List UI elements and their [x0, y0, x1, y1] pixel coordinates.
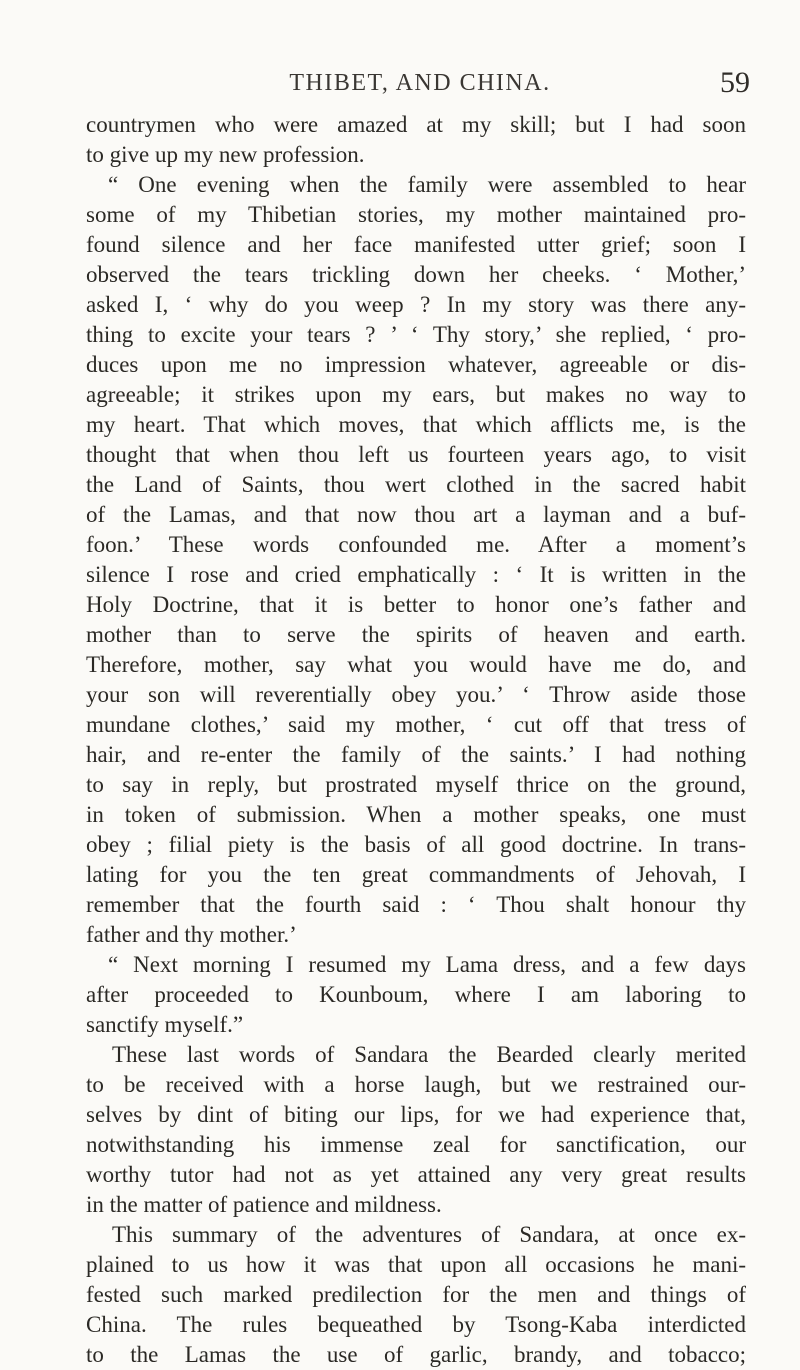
text-line: worthy tutor had not as yet attained any very great results — [86, 1162, 746, 1187]
text-line: notwithstanding his immense zeal for sanctification, our — [86, 1132, 746, 1157]
text-line: hair, and re-enter the family of the saints.’ I had nothing — [86, 742, 746, 767]
text-line: your son will reverentially obey you.’ ‘ Throw aside those — [86, 682, 746, 707]
text-line: mundane clothes,’ said my mother, ‘ cut off that tress of — [86, 712, 746, 737]
text-line: father and thy mother.’ — [86, 922, 297, 947]
text-line: lating for you the ten great commandments of Jehovah, I — [86, 862, 746, 887]
text-line: mother than to serve the spirits of heaven and earth. — [86, 622, 746, 647]
text-line: plained to us how it was that upon all occasions he mani- — [86, 1252, 746, 1277]
text-line: the Land of Saints, thou wert clothed in the sacred habit — [86, 472, 746, 497]
text-line: to give up my new profession. — [86, 142, 365, 167]
text-line: China. The rules bequeathed by Tsong-Kaba interdicted — [86, 1312, 746, 1337]
body-text — [86, 110, 746, 1370]
text-line: in token of submission. When a mother speaks, one must — [86, 802, 746, 827]
text-line: after proceeded to Kounboum, where I am laboring to — [86, 982, 746, 1007]
text-line: fested such marked predilection for the men and things of — [86, 1282, 746, 1307]
running-title: THIBET, AND CHINA. — [289, 70, 551, 96]
page-number: 59 — [720, 66, 750, 99]
text-line: to the Lamas the use of garlic, brandy, and tobacco; — [86, 1342, 746, 1367]
text-line: my heart. That which moves, that which afflicts me, is the — [86, 412, 746, 437]
text-line: duces upon me no impression whatever, agreeable or dis- — [86, 352, 746, 377]
text-line: This summary of the adventures of Sandara, at once ex- — [112, 1222, 746, 1247]
text-line: “ Next morning I resumed my Lama dress, and a few days — [108, 952, 746, 977]
text-line: “ One evening when the family were assembled to hear — [108, 172, 746, 197]
text-line: of the Lamas, and that now thou art a layman and a buf- — [86, 502, 746, 527]
text-line: to say in reply, but prostrated myself thrice on the ground, — [86, 772, 746, 797]
text-line: selves by dint of biting our lips, for we had experience that, — [86, 1102, 746, 1127]
text-line: agreeable; it strikes upon my ears, but makes no way to — [86, 382, 746, 407]
text-line: Therefore, mother, say what you would have me do, and — [86, 652, 746, 677]
text-line: some of my Thibetian stories, my mother maintained pro- — [86, 202, 746, 227]
text-line: observed the tears trickling down her cheeks. ‘ Mother,’ — [86, 262, 746, 287]
text-line: countrymen who were amazed at my skill; but I had soon — [86, 112, 746, 137]
running-head — [90, 66, 750, 106]
text-line: These last words of Sandara the Bearded clearly merited — [112, 1042, 746, 1067]
text-line: sanctify myself.” — [86, 1012, 244, 1037]
text-line: foon.’ These words confounded me. After a moment’s — [86, 532, 746, 557]
text-line: silence I rose and cried emphatically : ‘ It is written in the — [86, 562, 746, 587]
text-line: thing to excite your tears ? ’ ‘ Thy story,’ she replied, ‘ pro- — [86, 322, 746, 347]
text-line: Holy Doctrine, that it is better to honor one’s father and — [86, 592, 746, 617]
text-line: asked I, ‘ why do you weep ? In my story was there any- — [86, 292, 746, 317]
text-line: obey ; filial piety is the basis of all good doctrine. In trans- — [86, 832, 746, 857]
text-line: found silence and her face manifested utter grief; soon I — [86, 232, 746, 257]
text-line: in the matter of patience and mildness. — [86, 1192, 442, 1217]
text-line: remember that the fourth said : ‘ Thou shalt honour thy — [86, 892, 746, 917]
text-line: to be received with a horse laugh, but we restrained our- — [86, 1072, 746, 1097]
text-line: thought that when thou left us fourteen years ago, to visit — [86, 442, 746, 467]
